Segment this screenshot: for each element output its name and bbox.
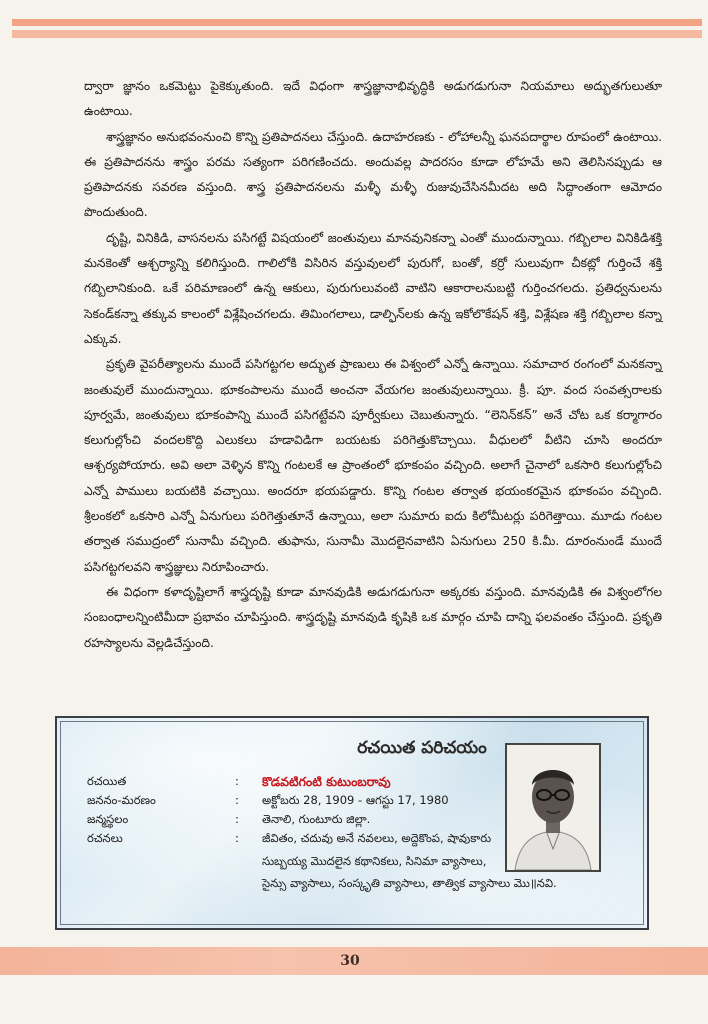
author-intro-title: రచయిత పరిచయం xyxy=(357,738,487,758)
paragraph: శాస్త్రజ్ఞానం అనుభవంనుంచి కొన్ని ప్రతిపాదనలు చేస్తుంది. ఉదాహరణకు - లోహాలన్నీ ఘనపదార్థాల రూపంలో ఉంటాయి. ఈ ప్రతిపాదనను శాస్త్రం పరమ సత్యంగా పరిగణించదు. అందువల్ల పాదరసం కూడా లోహమే అని తెలిసినప్పుడు ఆ ప్రతిపాదనకు సవరణ వస్తుంది. శాస్త్ర ప్రతిపాదనలను మళ్ళీ మళ్ళీ రుజువుచేసినమీదట అది సిద్ధాంతంగా ఆమోదం పొందుతుంది. xyxy=(84,129,662,220)
bio-label: జననం-మరణం xyxy=(87,793,156,807)
bio-value: అక్టోబరు 28, 1909 - ఆగస్టు 17, 1980 xyxy=(262,793,449,807)
page-number: 30 xyxy=(340,953,360,969)
bio-value: జీవితం, చదువు అనే నవలలు, అద్దెకొంప, షావుకారు xyxy=(262,831,492,845)
author-intro-box xyxy=(55,716,649,930)
author-portrait xyxy=(505,743,601,872)
paragraph: ఈ విధంగా కళాదృష్టిలాగే శాస్త్రదృష్టి కూడా మానవుడికి అడుగడుగునా అక్కరకు వస్తుంది. మానవుడికి ఈ విశ్వంలోగల సంబంధాలన్నింటిమీదా ప్రభావం చూపిస్తుంది. శాస్త్రదృష్టి మానవుడి కృషికి ఒక మార్గం చూపి దాన్ని ఫలవంతం చేస్తుంది. ప్రకృతి రహస్యాలను వెల్లడిచేస్తుంది. xyxy=(84,584,662,650)
paragraph: దృష్టి, వినికిడి, వాసనలను పసిగట్టే విషయంలో జంతువులు మానవునికన్నా ఎంతో ముందున్నాయి. గబ్బిలాల వినికిడిశక్తి మనకెంతో ఆశ్చర్యాన్ని కలిగిస్తుంది. గాలిలోకి విసిరిన వస్తువులలో పురుగో, బంతో, కర్రో సులువుగా చీకట్లో గుర్తించే శక్తి గబ్బిలానికుంది. ఒకే పరిమాణంలో ఉన్న ఆకులు, పురుగులువంటి వాటిని ఆకారాలనుబట్టి గుర్తించగలదు. ప్రతిధ్వనులను సెకండ్‌కన్నా తక్కువ కాలంలో విశ్లేషించగలదు. తిమింగలాలు, డాల్ఫిన్‌లకు ఉన్న ఇకోలొకేషన్ శక్తి, విశ్లేషణ శక్తి గబ్బిలాల కన్నా ఎక్కువ. xyxy=(84,230,662,346)
bio-row-lifespan xyxy=(87,793,507,812)
body-text xyxy=(84,74,662,656)
bio-label: రచయిత xyxy=(87,774,127,788)
paragraph: ప్రకృతి వైపరీత్యాలను ముందే పసిగట్టగల అద్భుత ప్రాణులు ఈ విశ్వంలో ఎన్నో ఉన్నాయి. సమాచార రంగంలో మనకన్నా జంతువులే ముందున్నాయి. భూకంపాలను ముందే అంచనా వేయగల జంతువులున్నాయి. క్రీ. పూ. వంద సంవత్సరాలకు పూర్వమే, జంతువులు భూకంపాన్ని ముందే పసిగట్టేవని పూర్వీకులు చెబుతున్నారు. “లెనిన్‌కన్” అనే చోట ఒక కర్మాగారం కలుగుల్లోంచి వందలకొద్ది ఎలుకలు హడావిడిగా బయటకు పరిగెత్తుకొచ్చాయి. వీధులలో వీటిని చూసి అందరూ ఆశ్చర్యపోయారు. అవి అలా వెళ్ళిన కొన్ని గంటలకే ఆ ప్రాంతంలో భూకంపం వచ్చింది. అలాగే చైనాలో ఒకసారి కలుగుల్లోంచి ఎన్నో పాములు బయటికి వచ్చాయి. అందరూ భయపడ్డారు. కొన్ని గంటల తర్వాత భయంకరమైన భూకంపం వచ్చింది. శ్రీలంకలో ఒకసారి ఎన్నో ఏనుగులు పరిగెత్తుతూనే ఉన్నాయి, అలా సుమారు ఐదు కిలోమీటర్లు పరిగెత్తాయి. మూడు గంటల తర్వాత సముద్రంలో సునామీ వచ్చింది. తుఫాను, సునామీ మొదలైనవాటిని ఏనుగులు 250 కి.మీ. దూరంనుండే ముందే పసిగట్టగలవని శాస్త్రజ్ఞులు నిరూపించారు. xyxy=(84,357,662,574)
bio-colon: : xyxy=(235,793,239,807)
paragraph: ద్వారా జ్ఞానం ఒకమెట్టు పైకెక్కుతుంది. ఇదే విధంగా శాస్త్రజ్ఞానాభివృద్ధికి అడుగడుగునా నియమాలు అద్భుతగులుతూ ఉంటాయి. xyxy=(84,79,662,119)
works-continued-line: సుబ్బయ్య మొదలైన కథానికలు, సినిమా వ్యాసాలు, xyxy=(262,854,487,868)
bio-value: తెనాలి, గుంటూరు జిల్లా. xyxy=(262,812,371,826)
bio-row-works xyxy=(87,831,507,850)
bio-row-author xyxy=(87,774,507,793)
works-continued-line: సైన్సు వ్యాసాలు, సంస్కృతి వ్యాసాలు, తాత్విక వ్యాసాలు మొ॥నవి. xyxy=(262,876,557,890)
bio-row-birthplace xyxy=(87,812,507,831)
author-name: కొడవటిగంటి కుటుంబరావు xyxy=(262,774,391,789)
bio-label: జన్మస్థలం xyxy=(87,812,129,826)
author-details xyxy=(87,774,557,890)
portrait-image xyxy=(507,745,599,870)
bio-colon: : xyxy=(235,812,239,826)
top-decorative-band xyxy=(12,14,702,42)
bio-colon: : xyxy=(235,831,239,845)
bio-label: రచనలు xyxy=(87,831,123,845)
bio-colon: : xyxy=(235,774,239,788)
